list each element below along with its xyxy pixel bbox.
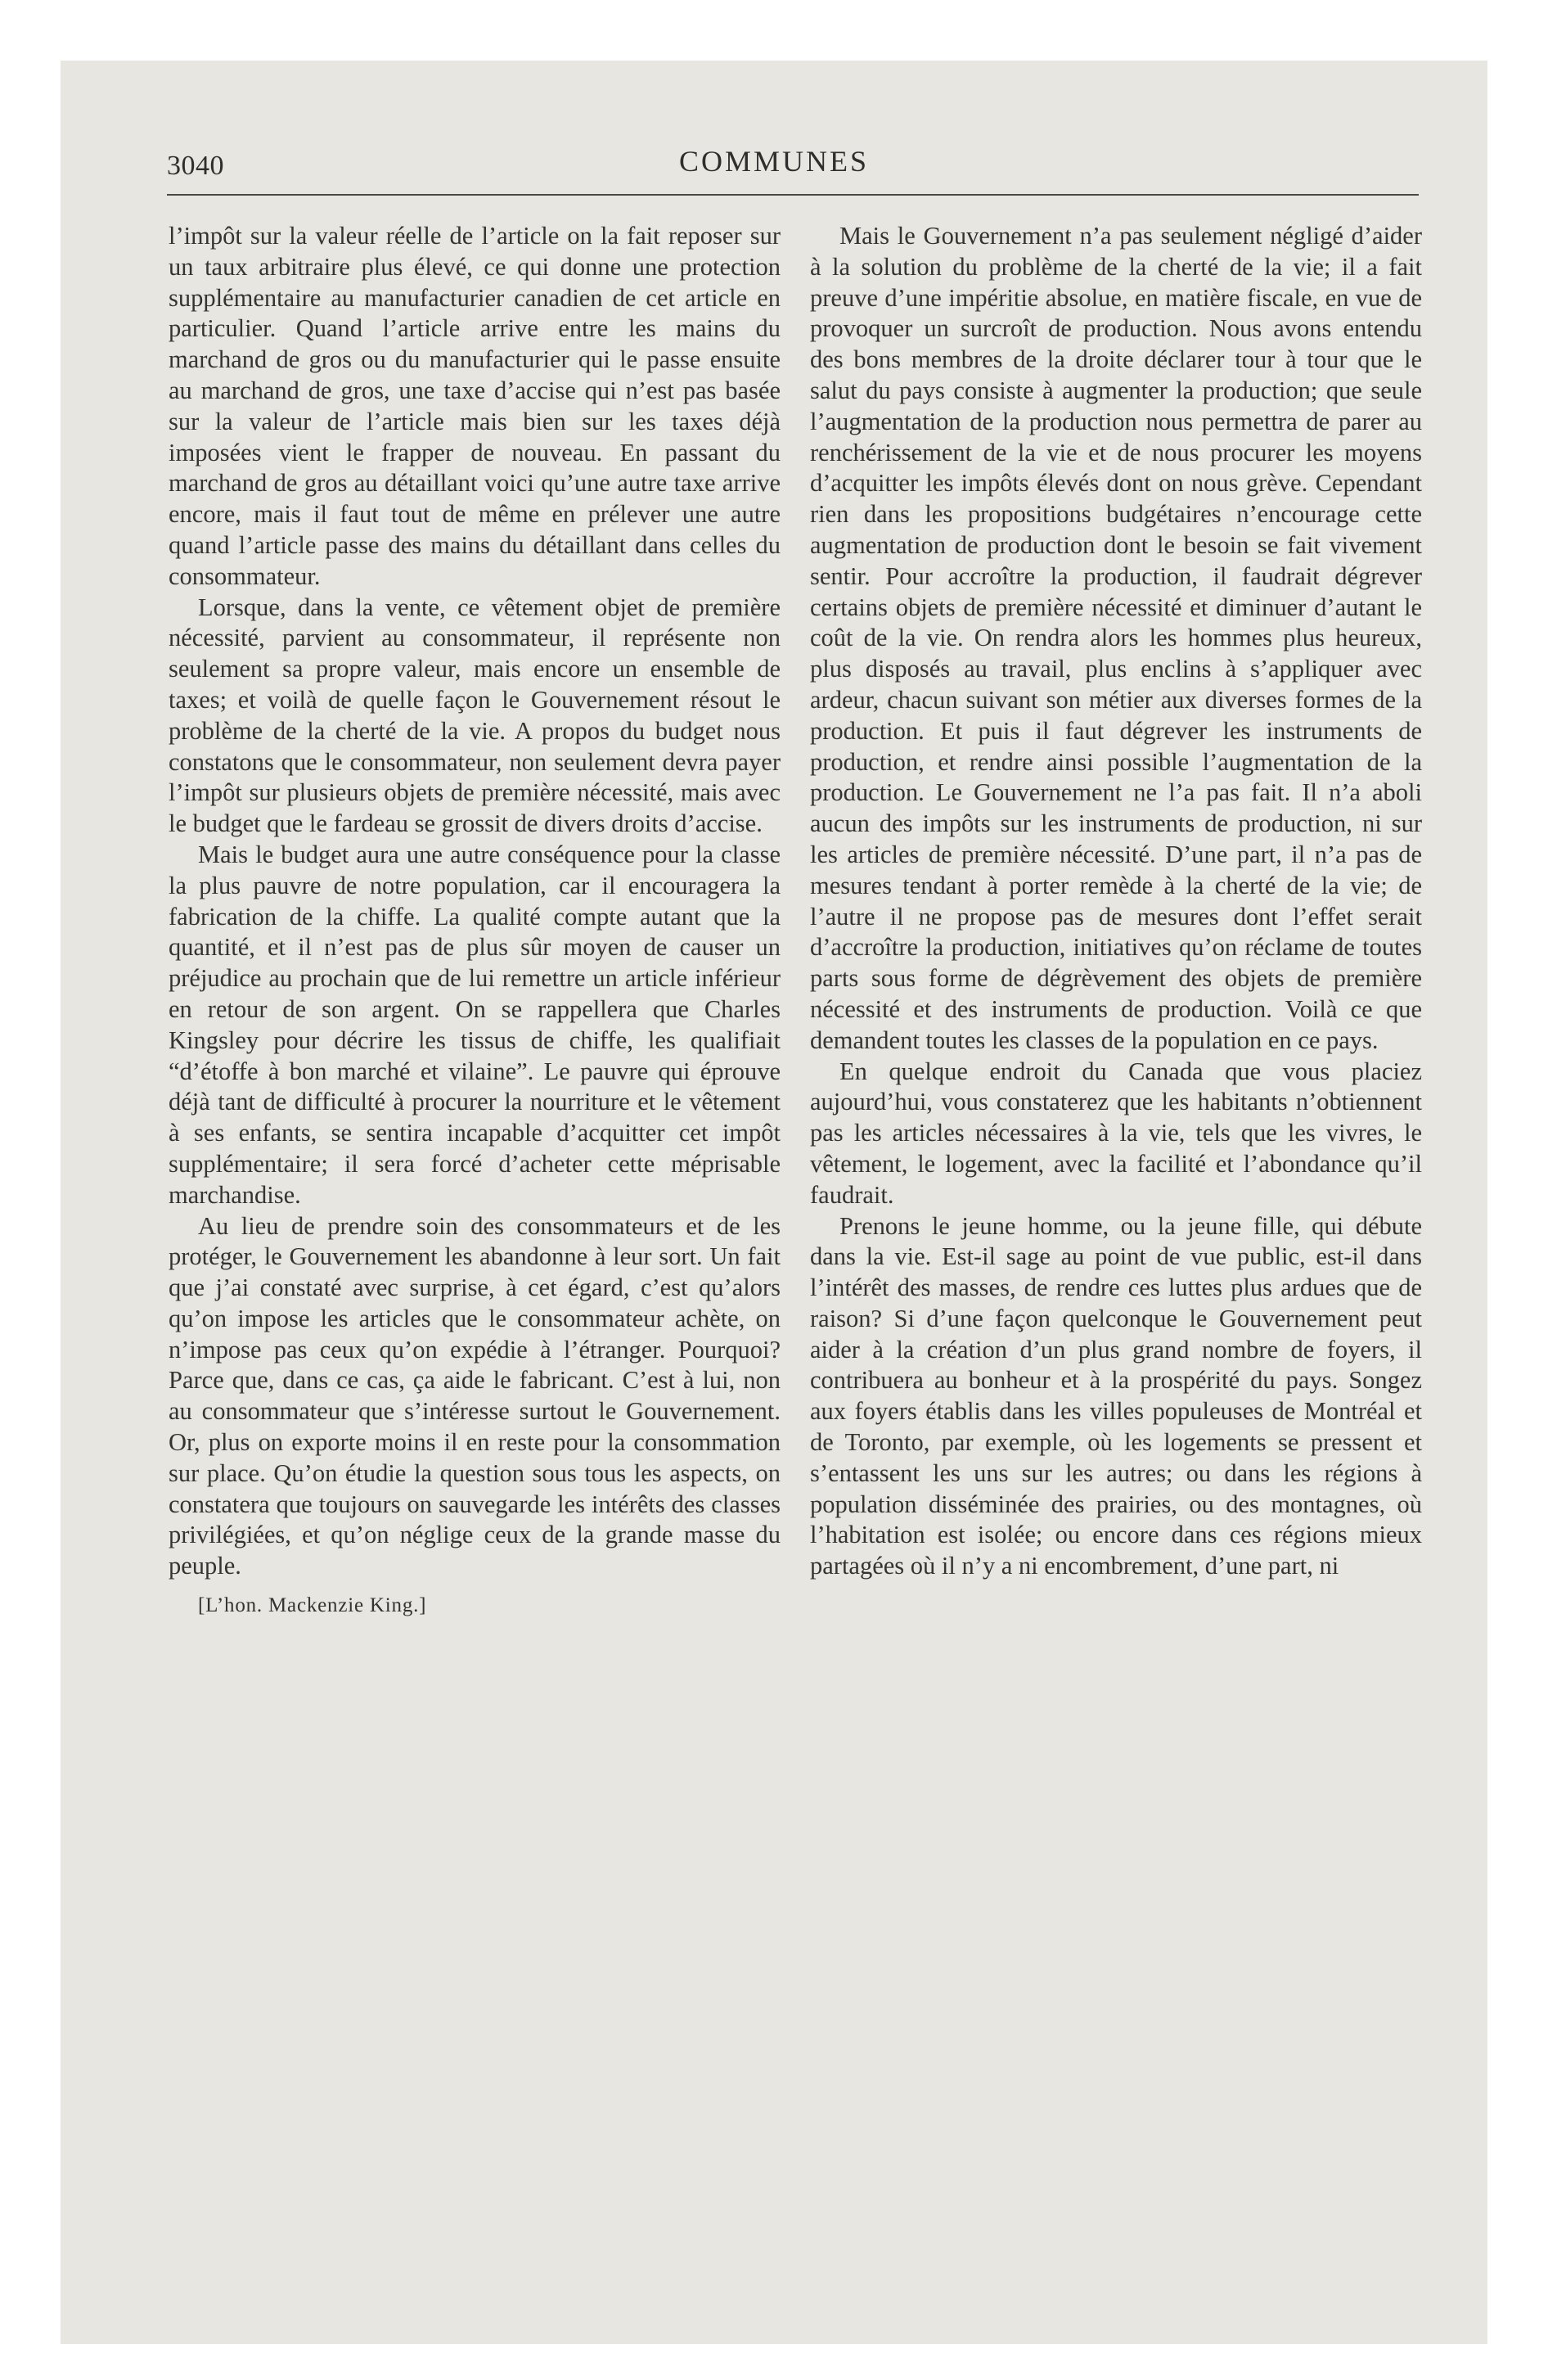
paragraph: Au lieu de prendre soin des consommateurs et de les protéger, le Gouvernement les abandonne à leur sort. Un fait que j’ai constaté avec surprise, à cet égard, c’est qu’alors qu’on impose les articles que le consommateur achète, on n’impose pas ceux qu’on expédie à l’étranger. Pourquoi? Parce que, dans ce cas, ça aide le fabricant. C’est à lui, non au consommateur que s’intéresse surtout le Gouvernement. Or, plus on exporte moins il en reste pour la consommation sur place. Qu’on étudie la question sous tous les aspects, on constatera que toujours on sauvegarde les intérêts des classes privilégiées, et qu’on néglige ceux de la grande masse du peuple. — [169, 1211, 781, 1580]
paragraph: Prenons le jeune homme, ou la jeune fille, qui débute dans la vie. Est-il sage au point de vue public, est-il dans l’intérêt des masses, de rendre ces luttes plus ardues que de raison? Si d’une façon quelconque le Gouvernement peut aider à la création d’un plus grand nombre de foyers, il contribuera au bonheur et à la prospérité du pays. Songez aux foyers établis dans les villes populeuses de Montréal et de Toronto, par exemple, où les logements se pressent et s’entassent les uns sur les autres; ou dans les régions à population disséminée des prairies, ou des montagnes, où l’habitation est isolée; ou encore dans ces régions mieux partagées où il n’y a ni encombrement, d’une part, ni — [810, 1211, 1422, 1580]
paragraph: l’impôt sur la valeur réelle de l’article on la fait reposer sur un taux arbitraire plus élevé, ce qui donne une protection supplémentaire au manufacturier canadien de cet article en particulier. Quand l’article arrive entre les mains du marchand de gros ou du manufacturier qui le passe ensuite au marchand de gros, une taxe d’accise qui n’est pas basée sur la valeur de l’article mais bien sur les taxes déjà imposées vient le frapper de nouveau. En passant du marchand de gros au détaillant voici qu’une autre taxe arrive encore, mais il faut tout de même en prélever une autre quand l’article passe des mains du détaillant dans celles du consommateur. — [169, 222, 781, 590]
paragraph: En quelque endroit du Canada que vous placiez aujourd’hui, vous constaterez que les habitants n’obtiennent pas les articles nécessaires à la vie, tels que les vivres, le vêtement, le logement, avec la facilité et l’abondance qu’il faudrait. — [810, 1057, 1422, 1209]
running-head: COMMUNES — [678, 145, 870, 178]
paragraph: Lorsque, dans la vente, ce vêtement objet de première nécessité, parvient au consommateur, il représente non seulement sa propre valeur, mais encore un ensemble de taxes; et voilà de quelle façon le Gouvernement résout le problème de la cherté de la vie. A propos du budget nous constatons que le consommateur, non seulement devra payer l’impôt sur plusieurs objets de première nécessité, mais avec le budget que le fardeau se grossit de divers droits d’accise. — [169, 593, 781, 838]
paragraph: Mais le Gouvernement n’a pas seulement négligé d’aider à la solution du problème de la cherté de la vie; il a fait preuve d’une impéritie absolue, en matière fiscale, en vue de provoquer un surcroît de production. Nous avons entendu des bons membres de la droite déclarer tour à tour que le salut du pays consiste à augmenter la production; que seule l’augmentation de la production nous permettra de parer au renchérissement de la vie et de nous procurer les moyens d’acquitter les impôts élevés dont on nous grève. Cependant rien dans les propositions budgétaires n’encourage cette augmentation de production dont le besoin se fait vivement sentir. Pour accroître la production, il faudrait dégrever certains objets de première nécessité et diminuer d’autant le coût de la vie. On rendra alors les hommes plus heureux, plus disposés au travail, plus enclins à s’appliquer avec ardeur, chacun suivant son métier aux diverses formes de la production. Et puis il faut dégrever les instruments de production, et rendre ainsi possible l’augmentation de la production. Le Gouvernement ne l’a pas fait. Il n’a aboli aucun des impôts sur les instruments de production, ni sur les articles de première nécessité. D’une part, il n’a pas de mesures tendant à porter remède à la cherté de la vie; de l’autre il ne propose pas de mesures dont l’effet serait d’accroître la production, initiatives qu’on réclame de toutes parts sous forme de dégrèvement des objets de première nécessité et des instruments de production. Voilà ce que demandent toutes les classes de la population en ce pays. — [810, 222, 1422, 1054]
page-header — [61, 61, 1487, 216]
scanned-page — [61, 61, 1487, 2344]
header-rule — [167, 194, 1419, 196]
paragraph: Mais le budget aura une autre conséquence pour la classe la plus pauvre de notre population, car il encouragera la fabrication de la chiffe. La qualité compte autant que la quantité, et il n’est pas de plus sûr moyen de causer un préjudice au prochain que de lui remettre un article inférieur en retour de son argent. On se rappellera que Charles Kingsley pour décrire les tissus de chiffe, les qualifiait “d’étoffe à bon marché et vilaine”. Le pauvre qui éprouve déjà tant de difficulté à procurer la nourriture et le vêtement à ses enfants, se sentira incapable d’acquitter cet impôt supplémentaire; il sera forcé d’acheter cette méprisable marchandise. — [169, 840, 781, 1209]
right-column — [810, 221, 1422, 1582]
left-column — [169, 221, 781, 1621]
page-number: 3040 — [167, 151, 224, 181]
speaker-attribution: [L’hon. Mackenzie King.] — [198, 1594, 427, 1617]
